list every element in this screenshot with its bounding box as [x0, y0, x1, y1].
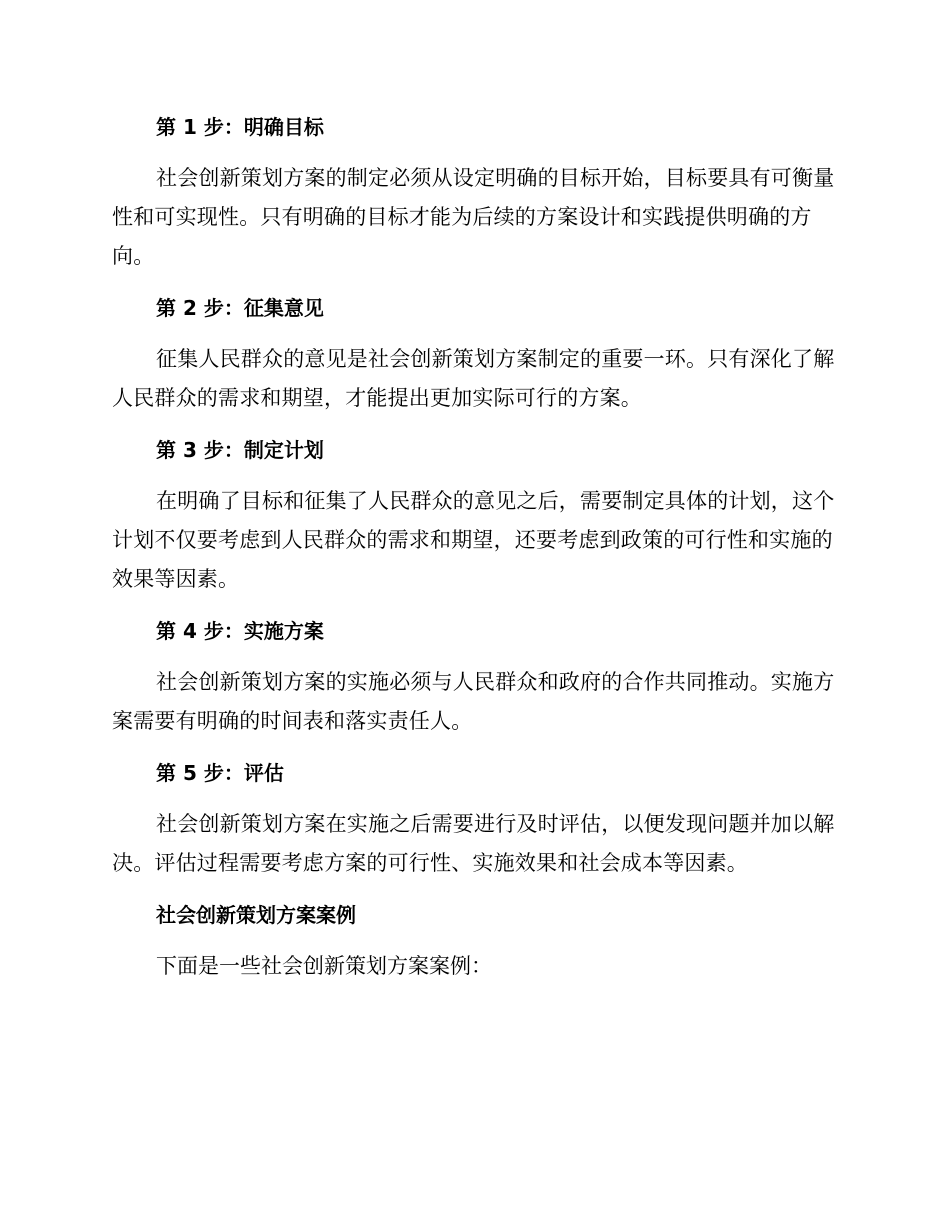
cases-heading: 社会创新策划方案案例 — [156, 903, 356, 927]
step-5-paragraph: 社会创新策划方案在实施之后需要进行及时评估，以便发现问题并加以解决。评估过程需要考虑方案的可行性、实施效果和社会成本等因素。 — [112, 812, 835, 875]
step-3-heading: 第 3 步：制定计划 — [156, 438, 324, 462]
step-5-heading: 第 5 步：评估 — [156, 761, 284, 785]
step-2-heading: 第 2 步：征集意见 — [156, 296, 324, 320]
document-content — [112, 109, 840, 986]
step-4-heading: 第 4 步：实施方案 — [156, 619, 324, 643]
step-2-paragraph: 征集人民群众的意见是社会创新策划方案制定的重要一环。只有深化了解人民群众的需求和期望，才能提出更加实际可行的方案。 — [112, 347, 835, 410]
step-3-paragraph: 在明确了目标和征集了人民群众的意见之后，需要制定具体的计划，这个计划不仅要考虑到人民群众的需求和期望，还要考虑到政策的可行性和实施的效果等因素。 — [112, 489, 835, 591]
step-1-paragraph: 社会创新策划方案的制定必须从设定明确的目标开始，目标要具有可衡量性和可实现性。只有明确的目标才能为后续的方案设计和实践提供明确的方向。 — [112, 166, 835, 268]
cases-intro-paragraph: 下面是一些社会创新策划方案案例： — [156, 954, 492, 978]
step-1-heading: 第 1 步：明确目标 — [156, 115, 324, 139]
step-4-paragraph: 社会创新策划方案的实施必须与人民群众和政府的合作共同推动。实施方案需要有明确的时间表和落实责任人。 — [112, 670, 835, 733]
